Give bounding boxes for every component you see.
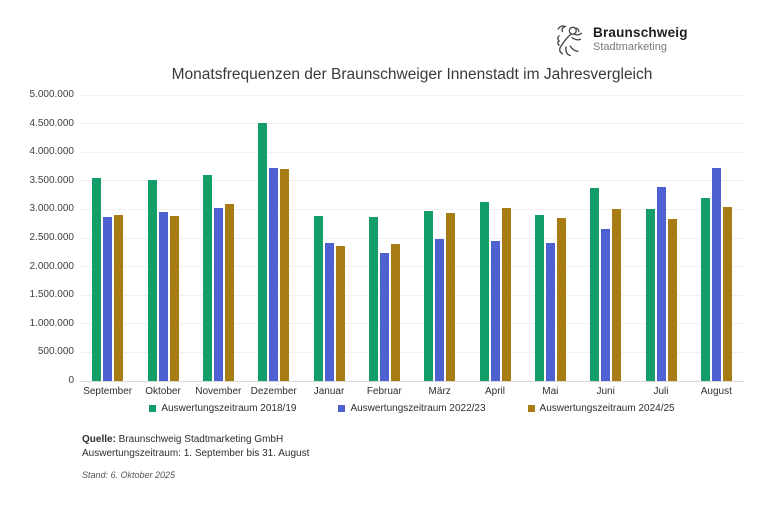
bar — [480, 202, 489, 381]
bar-group — [424, 211, 455, 381]
y-axis-label: 3.500.000 — [29, 174, 74, 186]
bar — [325, 243, 334, 381]
legend-label: Auswertungszeitraum 2018/19 — [161, 403, 297, 414]
bar-group — [314, 216, 345, 381]
y-axis-label: 1.500.000 — [29, 289, 74, 301]
gridline — [80, 209, 744, 210]
bar — [314, 216, 323, 381]
legend-item — [528, 403, 675, 414]
bar — [391, 244, 400, 381]
legend-swatch — [528, 405, 535, 412]
gridline — [80, 95, 744, 96]
bar — [203, 175, 212, 381]
x-axis-label: August — [700, 386, 732, 397]
y-axis-label: 4.000.000 — [29, 146, 74, 158]
x-axis-label: Mai — [542, 386, 559, 397]
gridline — [80, 238, 744, 239]
bar — [214, 208, 223, 381]
bar — [446, 213, 455, 381]
bar-group — [203, 175, 234, 381]
bar — [148, 180, 157, 381]
bar-group — [535, 215, 566, 382]
bar-group — [590, 188, 621, 381]
bar — [424, 211, 433, 381]
bar — [369, 217, 378, 381]
bar-group — [148, 180, 179, 381]
gridline — [80, 352, 744, 353]
x-axis-label: September — [83, 386, 133, 397]
gridline — [80, 152, 744, 153]
x-axis-label: Januar — [313, 386, 345, 397]
bar — [114, 215, 123, 381]
legend — [80, 403, 744, 414]
bar-group — [92, 178, 123, 381]
x-axis-line — [80, 381, 744, 382]
bar — [280, 169, 289, 381]
legend-label: Auswertungszeitraum 2022/23 — [350, 403, 486, 414]
bar — [723, 207, 732, 382]
x-axis-label: Dezember — [250, 386, 297, 397]
x-axis-label: April — [484, 386, 505, 397]
stand-date: Stand: 6. Oktober 2025 — [82, 470, 176, 480]
bar-group — [480, 202, 511, 381]
bar — [225, 204, 234, 381]
legend-swatch — [149, 405, 156, 412]
bar — [668, 219, 677, 381]
logo — [551, 23, 688, 59]
bar — [491, 241, 500, 381]
y-axis-label: 0 — [68, 375, 74, 386]
bar — [159, 212, 168, 381]
bar-group — [646, 187, 677, 382]
bar — [170, 216, 179, 381]
legend-label: Auswertungszeitraum 2024/25 — [539, 403, 675, 414]
bar — [435, 239, 444, 381]
y-axis-label: 500.000 — [37, 346, 74, 358]
y-axis-label: 1.000.000 — [29, 317, 74, 329]
plot-area — [29, 89, 744, 397]
bar — [380, 253, 389, 381]
y-axis-label: 3.000.000 — [29, 203, 74, 215]
bar — [590, 188, 599, 381]
gridline — [80, 123, 744, 124]
bar-group — [701, 168, 732, 381]
y-axis-label: 4.500.000 — [29, 117, 74, 129]
legend-item — [149, 403, 296, 414]
bar — [712, 168, 721, 381]
y-axis-label: 2.500.000 — [29, 232, 74, 243]
source-note — [82, 433, 309, 461]
source-label: Quelle: — [82, 434, 116, 445]
x-axis-label: Februar — [366, 386, 402, 397]
x-axis-label: Juli — [653, 386, 669, 397]
bar — [557, 218, 566, 381]
x-axis-label: November — [195, 386, 242, 397]
y-axis-label: 2.000.000 — [29, 260, 74, 272]
bar — [546, 243, 555, 381]
bar — [701, 198, 710, 381]
gridline — [80, 295, 744, 296]
chart-title: Monatsfrequenzen der Braunschweiger Innenstadt im Jahresvergleich — [171, 66, 653, 83]
bar — [269, 168, 278, 381]
bar — [535, 215, 544, 382]
bar — [92, 178, 101, 381]
bar-group — [369, 217, 400, 381]
bar-group — [258, 123, 289, 382]
bar — [646, 209, 655, 381]
gridline — [80, 180, 744, 181]
x-axis-label: Juni — [596, 386, 615, 397]
y-axis-label: 5.000.000 — [29, 89, 74, 100]
gridline — [80, 266, 744, 267]
bar — [103, 217, 112, 381]
x-axis-label: März — [428, 386, 451, 397]
bar — [612, 209, 621, 381]
logo-name: Braunschweig — [593, 25, 688, 40]
x-axis-label: Oktober — [145, 386, 181, 397]
bar — [601, 229, 610, 381]
bar — [502, 208, 511, 381]
gridline — [80, 323, 744, 324]
bar — [258, 123, 267, 382]
legend-item — [338, 403, 485, 414]
logo-subtitle: Stadtmarketing — [593, 41, 667, 54]
legend-swatch — [338, 405, 345, 412]
source-text: Braunschweig Stadtmarketing GmbH — [115, 434, 284, 445]
lion-icon — [551, 23, 586, 59]
period-text: Auswertungszeitraum: 1. September bis 31. August — [82, 448, 310, 459]
bar — [657, 187, 666, 382]
bar — [336, 246, 345, 381]
